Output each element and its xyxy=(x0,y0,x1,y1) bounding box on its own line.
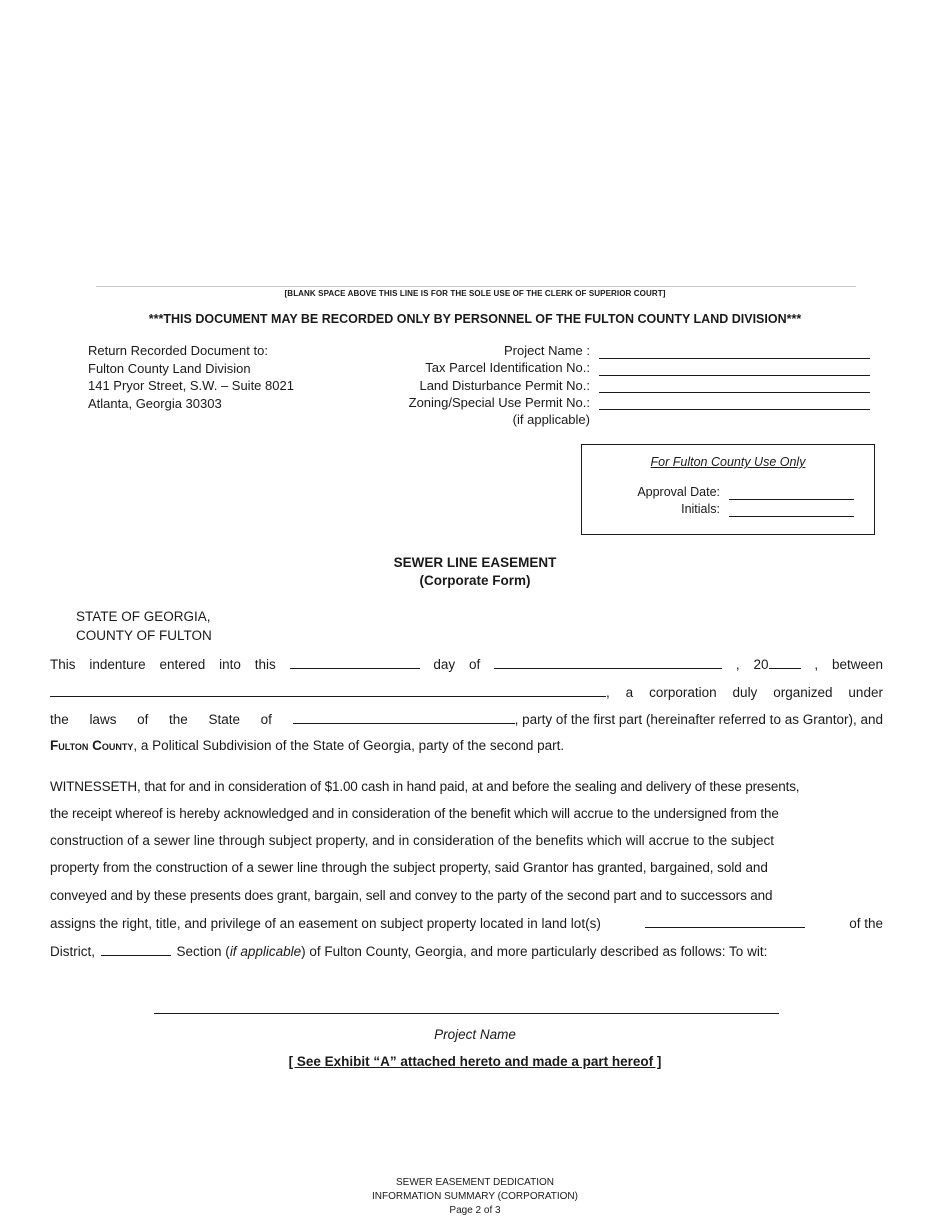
project-name-line[interactable] xyxy=(154,1013,779,1014)
word: the xyxy=(50,712,69,727)
initials-field[interactable] xyxy=(729,516,854,517)
word: This xyxy=(50,657,76,672)
tax-parcel-label: Tax Parcel Identification No.: xyxy=(425,360,590,376)
grantee-clause: , a Political Subdivision of the State of Georgia, party of the second part. xyxy=(133,738,565,753)
text: Section ( xyxy=(176,944,230,959)
land-disturbance-field[interactable] xyxy=(599,392,870,393)
county-use-box xyxy=(581,444,875,535)
return-line-2: 141 Pryor Street, S.W. – Suite 8021 xyxy=(88,378,294,393)
tax-parcel-field[interactable] xyxy=(599,375,870,376)
witnesseth-line-2: the receipt whereof is hereby acknowledged and in consideration of the benefit which will accrue to the undersigned from the xyxy=(50,806,779,821)
indenture-line-2 xyxy=(50,684,883,704)
title-line-1: SEWER LINE EASEMENT xyxy=(393,555,557,570)
incorporation-state-field[interactable] xyxy=(293,711,515,724)
return-label: Return Recorded Document to: xyxy=(88,343,268,358)
return-address-block xyxy=(88,342,294,412)
year-group xyxy=(754,656,801,672)
word: a xyxy=(625,685,634,700)
approval-date-field[interactable] xyxy=(729,499,854,500)
word: of xyxy=(137,712,149,727)
exhibit-reference xyxy=(0,1054,950,1069)
comma: , xyxy=(606,685,610,700)
exhibit-text: [ See Exhibit “A” attached hereto and made a part hereof ] xyxy=(288,1054,662,1069)
district-field[interactable] xyxy=(101,943,171,956)
text: assigns the right, title, and privilege of an easement on subject property located in land lot(s) xyxy=(50,916,601,931)
comma: , xyxy=(814,657,819,672)
return-line-1: Fulton County Land Division xyxy=(88,360,251,376)
word: of xyxy=(260,712,272,727)
document-title xyxy=(0,554,950,590)
footer-line-1: SEWER EASEMENT DEDICATION xyxy=(396,1177,554,1188)
word: under xyxy=(848,685,883,700)
approval-date-label: Approval Date: xyxy=(637,485,720,499)
word: State xyxy=(208,712,240,727)
indenture-line-3 xyxy=(50,711,883,731)
state-group xyxy=(293,711,883,727)
grantor-clause: , party of the first part (hereinafter referred to as Grantor), and xyxy=(514,712,883,727)
year-field[interactable] xyxy=(769,656,801,669)
word: corporation xyxy=(649,685,717,700)
return-line-3: Atlanta, Georgia 30303 xyxy=(88,395,222,411)
month-field[interactable] xyxy=(494,656,722,669)
county-use-heading: For Fulton County Use Only xyxy=(650,455,806,469)
word: duly xyxy=(732,685,758,700)
word: day xyxy=(433,657,456,672)
footer-line-2: INFORMATION SUMMARY (CORPORATION) xyxy=(372,1191,578,1202)
project-name-caption: Project Name xyxy=(434,1027,516,1042)
recording-warning: ***THIS DOCUMENT MAY BE RECORDED ONLY BY PERSONNEL OF THE FULTON COUNTY LAND DIVISION*** xyxy=(148,312,802,326)
initials-label: Initials: xyxy=(681,502,720,516)
land-disturbance-label: Land Disturbance Permit No.: xyxy=(419,377,590,393)
text: District, xyxy=(50,944,95,959)
if-applicable-italic: if applicable xyxy=(229,944,302,959)
text: ) of Fulton County, Georgia, and more particularly described as follows: To wit: xyxy=(301,944,768,959)
land-lot-field[interactable] xyxy=(645,915,805,928)
day-field[interactable] xyxy=(290,656,420,669)
indenture-line-1 xyxy=(50,656,883,676)
title-line-2: (Corporate Form) xyxy=(419,573,531,588)
project-name-field[interactable] xyxy=(599,358,870,359)
word: laws xyxy=(89,712,117,727)
witnesseth-line-4: property from the construction of a sewer line through the subject property, said Grantor has granted, bargained, sold and xyxy=(50,860,768,875)
indenture-line-4 xyxy=(50,738,883,758)
grantor-name-group xyxy=(50,684,610,700)
if-applicable-note: (if applicable) xyxy=(512,412,590,428)
word: of xyxy=(468,657,481,672)
word: entered xyxy=(159,657,206,672)
witnesseth-line-5: conveyed and by these presents does grant, bargain, sell and convey to the party of the second part and to successors and xyxy=(50,888,773,903)
word: into xyxy=(219,657,241,672)
word: this xyxy=(254,657,276,672)
county-line: COUNTY OF FULTON xyxy=(76,627,212,643)
clerk-note: [BLANK SPACE ABOVE THIS LINE IS FOR THE SOLE USE OF THE CLERK OF SUPERIOR COURT] xyxy=(284,289,666,298)
word: indenture xyxy=(89,657,146,672)
witnesseth-line-1 xyxy=(50,779,883,794)
text: WITNESSETH, that for and in consideration of $1.00 cash in hand paid, at and before the sealing and delivery of these presents, xyxy=(50,779,800,794)
text: of the xyxy=(849,916,883,931)
grantor-name-field[interactable] xyxy=(50,684,606,697)
page-number: Page 2 of 3 xyxy=(449,1205,501,1216)
witnesseth-line-7 xyxy=(50,943,883,959)
word: organized xyxy=(773,685,833,700)
comma: , xyxy=(735,657,740,672)
state-line: STATE OF GEORGIA, xyxy=(76,609,211,624)
witnesseth-line-6 xyxy=(50,915,883,931)
project-field-labels xyxy=(360,342,590,428)
zoning-label: Zoning/Special Use Permit No.: xyxy=(408,394,590,410)
clerk-space-divider xyxy=(96,286,856,287)
word: between xyxy=(831,657,883,672)
word: the xyxy=(169,712,188,727)
year-prefix: 20 xyxy=(753,657,769,672)
page-footer xyxy=(0,1176,950,1218)
state-county-block xyxy=(76,608,212,645)
fulton-county-name: Fulton County xyxy=(50,738,134,753)
project-name-label: Project Name : xyxy=(504,343,590,358)
zoning-field[interactable] xyxy=(599,409,870,410)
witnesseth-line-3: construction of a sewer line through subject property, and in consideration of the benefits which will accrue to the subject xyxy=(50,833,775,848)
